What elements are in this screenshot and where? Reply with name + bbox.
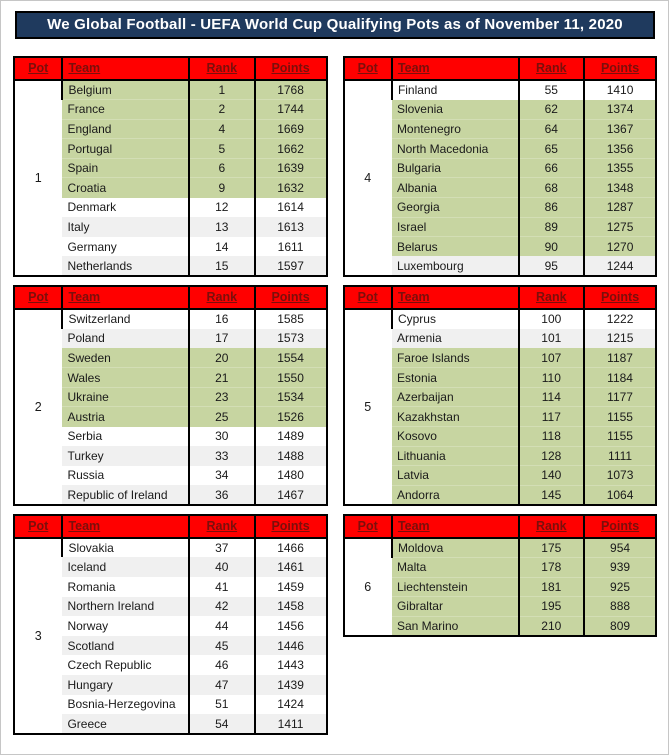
team-rank: 66: [519, 158, 585, 178]
team-rank: 2: [189, 100, 255, 120]
team-name: Austria: [62, 407, 189, 427]
team-points: 1222: [584, 309, 656, 329]
team-rank: 175: [519, 538, 585, 558]
team-points: 1367: [584, 119, 656, 139]
header-row: [344, 57, 657, 80]
pot-table: [13, 56, 328, 277]
team-rank: 13: [189, 217, 255, 237]
team-points: 939: [584, 557, 656, 577]
team-points: 888: [584, 597, 656, 617]
team-points: 1424: [255, 695, 327, 715]
team-rank: 14: [189, 237, 255, 257]
team-rank: 9: [189, 178, 255, 198]
team-points: 1073: [584, 466, 656, 486]
team-name: Belarus: [392, 237, 519, 257]
column-header-points: Points: [255, 286, 327, 309]
team-name: Malta: [392, 557, 519, 577]
team-rank: 40: [189, 557, 255, 577]
team-name: Republic of Ireland: [62, 485, 189, 505]
column-header-points: Points: [584, 515, 656, 538]
team-rank: 37: [189, 538, 255, 558]
column-header-rank: Rank: [519, 515, 585, 538]
team-name: Armenia: [392, 329, 519, 349]
column-header-pot: Pot: [14, 57, 62, 80]
team-points: 1215: [584, 329, 656, 349]
team-rank: 23: [189, 387, 255, 407]
pot-table: [13, 514, 328, 735]
team-points: 1744: [255, 100, 327, 120]
team-name: Montenegro: [392, 119, 519, 139]
team-name: San Marino: [392, 616, 519, 636]
column-header-team: Team: [392, 515, 519, 538]
team-rank: 36: [189, 485, 255, 505]
pot-number: 6: [344, 538, 392, 636]
team-name: Georgia: [392, 198, 519, 218]
team-rank: 46: [189, 655, 255, 675]
team-row: [14, 80, 327, 100]
team-rank: 145: [519, 485, 585, 505]
team-name: Portugal: [62, 139, 189, 159]
team-rank: 12: [189, 198, 255, 218]
team-name: Cyprus: [392, 309, 519, 329]
team-points: 1632: [255, 178, 327, 198]
team-name: North Macedonia: [392, 139, 519, 159]
column-header-rank: Rank: [189, 515, 255, 538]
team-points: 1611: [255, 237, 327, 257]
team-points: 1244: [584, 256, 656, 276]
team-rank: 114: [519, 387, 585, 407]
team-points: 1374: [584, 100, 656, 120]
team-points: 1187: [584, 348, 656, 368]
team-rank: 42: [189, 597, 255, 617]
pot-number: 4: [344, 80, 392, 276]
team-rank: 89: [519, 217, 585, 237]
page-title: We Global Football - UEFA World Cup Qualifying Pots as of November 11, 2020: [15, 11, 655, 39]
pot-table-2: [13, 285, 328, 506]
team-points: 1411: [255, 714, 327, 734]
team-rank: 6: [189, 158, 255, 178]
team-rank: 62: [519, 100, 585, 120]
team-name: Romania: [62, 577, 189, 597]
team-name: Serbia: [62, 427, 189, 447]
team-points: 1597: [255, 256, 327, 276]
column-header-pot: Pot: [344, 286, 392, 309]
team-points: 1467: [255, 485, 327, 505]
team-rank: 178: [519, 557, 585, 577]
team-name: Faroe Islands: [392, 348, 519, 368]
column-header-rank: Rank: [189, 57, 255, 80]
team-name: Moldova: [392, 538, 519, 558]
team-rank: 33: [189, 446, 255, 466]
team-name: Switzerland: [62, 309, 189, 329]
team-points: 1275: [584, 217, 656, 237]
team-name: Finland: [392, 80, 519, 100]
team-row: [344, 538, 657, 558]
column-header-points: Points: [255, 57, 327, 80]
column-header-pot: Pot: [14, 515, 62, 538]
team-points: 1443: [255, 655, 327, 675]
team-points: 1459: [255, 577, 327, 597]
team-points: 1488: [255, 446, 327, 466]
pot-number: 1: [14, 80, 62, 276]
team-points: 1466: [255, 538, 327, 558]
team-rank: 90: [519, 237, 585, 257]
team-rank: 20: [189, 348, 255, 368]
team-name: Latvia: [392, 466, 519, 486]
column-header-rank: Rank: [189, 286, 255, 309]
team-rank: 1: [189, 80, 255, 100]
team-name: Estonia: [392, 368, 519, 388]
team-name: Gibraltar: [392, 597, 519, 617]
column-header-rank: Rank: [519, 57, 585, 80]
team-name: Belgium: [62, 80, 189, 100]
team-rank: 101: [519, 329, 585, 349]
team-points: 1526: [255, 407, 327, 427]
team-name: Turkey: [62, 446, 189, 466]
team-name: Netherlands: [62, 256, 189, 276]
team-name: Ukraine: [62, 387, 189, 407]
team-rank: 30: [189, 427, 255, 447]
pot-number: 5: [344, 309, 392, 505]
team-name: Albania: [392, 178, 519, 198]
team-name: Wales: [62, 368, 189, 388]
team-rank: 34: [189, 466, 255, 486]
team-rank: 21: [189, 368, 255, 388]
team-rank: 100: [519, 309, 585, 329]
column-header-team: Team: [392, 57, 519, 80]
team-points: 1662: [255, 139, 327, 159]
team-rank: 55: [519, 80, 585, 100]
team-rank: 86: [519, 198, 585, 218]
header-row: [344, 515, 657, 538]
team-name: Russia: [62, 466, 189, 486]
team-name: Denmark: [62, 198, 189, 218]
header-row: [344, 286, 657, 309]
team-name: Northern Ireland: [62, 597, 189, 617]
team-rank: 17: [189, 329, 255, 349]
column-header-points: Points: [255, 515, 327, 538]
pot-table: [343, 514, 658, 637]
pot-number: 3: [14, 538, 62, 734]
column-header-points: Points: [584, 57, 656, 80]
team-points: 1446: [255, 636, 327, 656]
team-points: 925: [584, 577, 656, 597]
column-header-pot: Pot: [14, 286, 62, 309]
header-row: [14, 515, 327, 538]
team-points: 1534: [255, 387, 327, 407]
team-points: 1639: [255, 158, 327, 178]
team-name: Croatia: [62, 178, 189, 198]
team-points: 1348: [584, 178, 656, 198]
team-points: 1111: [584, 446, 656, 466]
team-name: Poland: [62, 329, 189, 349]
pot-table-6: [343, 514, 658, 637]
team-points: 1410: [584, 80, 656, 100]
team-points: 1155: [584, 427, 656, 447]
pot-table-5: [343, 285, 658, 506]
team-rank: 128: [519, 446, 585, 466]
team-name: Greece: [62, 714, 189, 734]
column-header-team: Team: [392, 286, 519, 309]
pot-table-4: [343, 56, 658, 277]
team-row: [14, 538, 327, 558]
team-rank: 25: [189, 407, 255, 427]
team-points: 1480: [255, 466, 327, 486]
team-points: 1439: [255, 675, 327, 695]
team-points: 1461: [255, 557, 327, 577]
team-points: 1356: [584, 139, 656, 159]
team-points: 809: [584, 616, 656, 636]
team-rank: 117: [519, 407, 585, 427]
team-points: 1355: [584, 158, 656, 178]
team-points: 1270: [584, 237, 656, 257]
team-points: 1613: [255, 217, 327, 237]
team-name: Scotland: [62, 636, 189, 656]
column-header-pot: Pot: [344, 57, 392, 80]
pot-table-1: [13, 56, 328, 277]
team-points: 1573: [255, 329, 327, 349]
team-rank: 64: [519, 119, 585, 139]
pot-table: [343, 285, 658, 506]
team-name: Spain: [62, 158, 189, 178]
team-points: 1458: [255, 597, 327, 617]
team-name: Norway: [62, 616, 189, 636]
team-points: 1184: [584, 368, 656, 388]
team-name: Germany: [62, 237, 189, 257]
team-points: 1177: [584, 387, 656, 407]
team-name: Liechtenstein: [392, 577, 519, 597]
team-points: 1554: [255, 348, 327, 368]
team-points: 1456: [255, 616, 327, 636]
pot-table-3: [13, 514, 328, 735]
pot-number: 2: [14, 309, 62, 505]
team-rank: 95: [519, 256, 585, 276]
team-name: Slovakia: [62, 538, 189, 558]
team-name: Bosnia-Herzegovina: [62, 695, 189, 715]
team-name: Azerbaijan: [392, 387, 519, 407]
team-rank: 65: [519, 139, 585, 159]
team-rank: 118: [519, 427, 585, 447]
team-name: Kazakhstan: [392, 407, 519, 427]
team-name: Israel: [392, 217, 519, 237]
pot-table: [343, 56, 658, 277]
team-row: [344, 309, 657, 329]
team-name: Luxembourg: [392, 256, 519, 276]
team-points: 1768: [255, 80, 327, 100]
column-header-rank: Rank: [519, 286, 585, 309]
header-row: [14, 57, 327, 80]
team-rank: 5: [189, 139, 255, 159]
team-name: Bulgaria: [392, 158, 519, 178]
column-header-points: Points: [584, 286, 656, 309]
header-row: [14, 286, 327, 309]
team-points: 1489: [255, 427, 327, 447]
column-header-team: Team: [62, 57, 189, 80]
team-name: France: [62, 100, 189, 120]
team-name: Sweden: [62, 348, 189, 368]
team-rank: 68: [519, 178, 585, 198]
team-name: Iceland: [62, 557, 189, 577]
team-rank: 107: [519, 348, 585, 368]
team-rank: 181: [519, 577, 585, 597]
team-rank: 195: [519, 597, 585, 617]
team-row: [14, 309, 327, 329]
team-points: 1614: [255, 198, 327, 218]
pot-table: [13, 285, 328, 506]
team-name: England: [62, 119, 189, 139]
team-rank: 41: [189, 577, 255, 597]
team-points: 1550: [255, 368, 327, 388]
team-rank: 15: [189, 256, 255, 276]
team-name: Italy: [62, 217, 189, 237]
team-name: Kosovo: [392, 427, 519, 447]
column-header-team: Team: [62, 286, 189, 309]
team-points: 1064: [584, 485, 656, 505]
team-points: 954: [584, 538, 656, 558]
team-rank: 210: [519, 616, 585, 636]
column-header-team: Team: [62, 515, 189, 538]
column-header-pot: Pot: [344, 515, 392, 538]
team-points: 1585: [255, 309, 327, 329]
team-rank: 54: [189, 714, 255, 734]
team-name: Hungary: [62, 675, 189, 695]
team-name: Czech Republic: [62, 655, 189, 675]
team-row: [344, 80, 657, 100]
team-name: Slovenia: [392, 100, 519, 120]
team-rank: 45: [189, 636, 255, 656]
team-rank: 44: [189, 616, 255, 636]
team-points: 1287: [584, 198, 656, 218]
pots-grid: [13, 56, 657, 735]
team-points: 1155: [584, 407, 656, 427]
team-rank: 110: [519, 368, 585, 388]
team-rank: 47: [189, 675, 255, 695]
team-name: Andorra: [392, 485, 519, 505]
team-rank: 140: [519, 466, 585, 486]
team-name: Lithuania: [392, 446, 519, 466]
team-points: 1669: [255, 119, 327, 139]
team-rank: 4: [189, 119, 255, 139]
team-rank: 16: [189, 309, 255, 329]
team-rank: 51: [189, 695, 255, 715]
